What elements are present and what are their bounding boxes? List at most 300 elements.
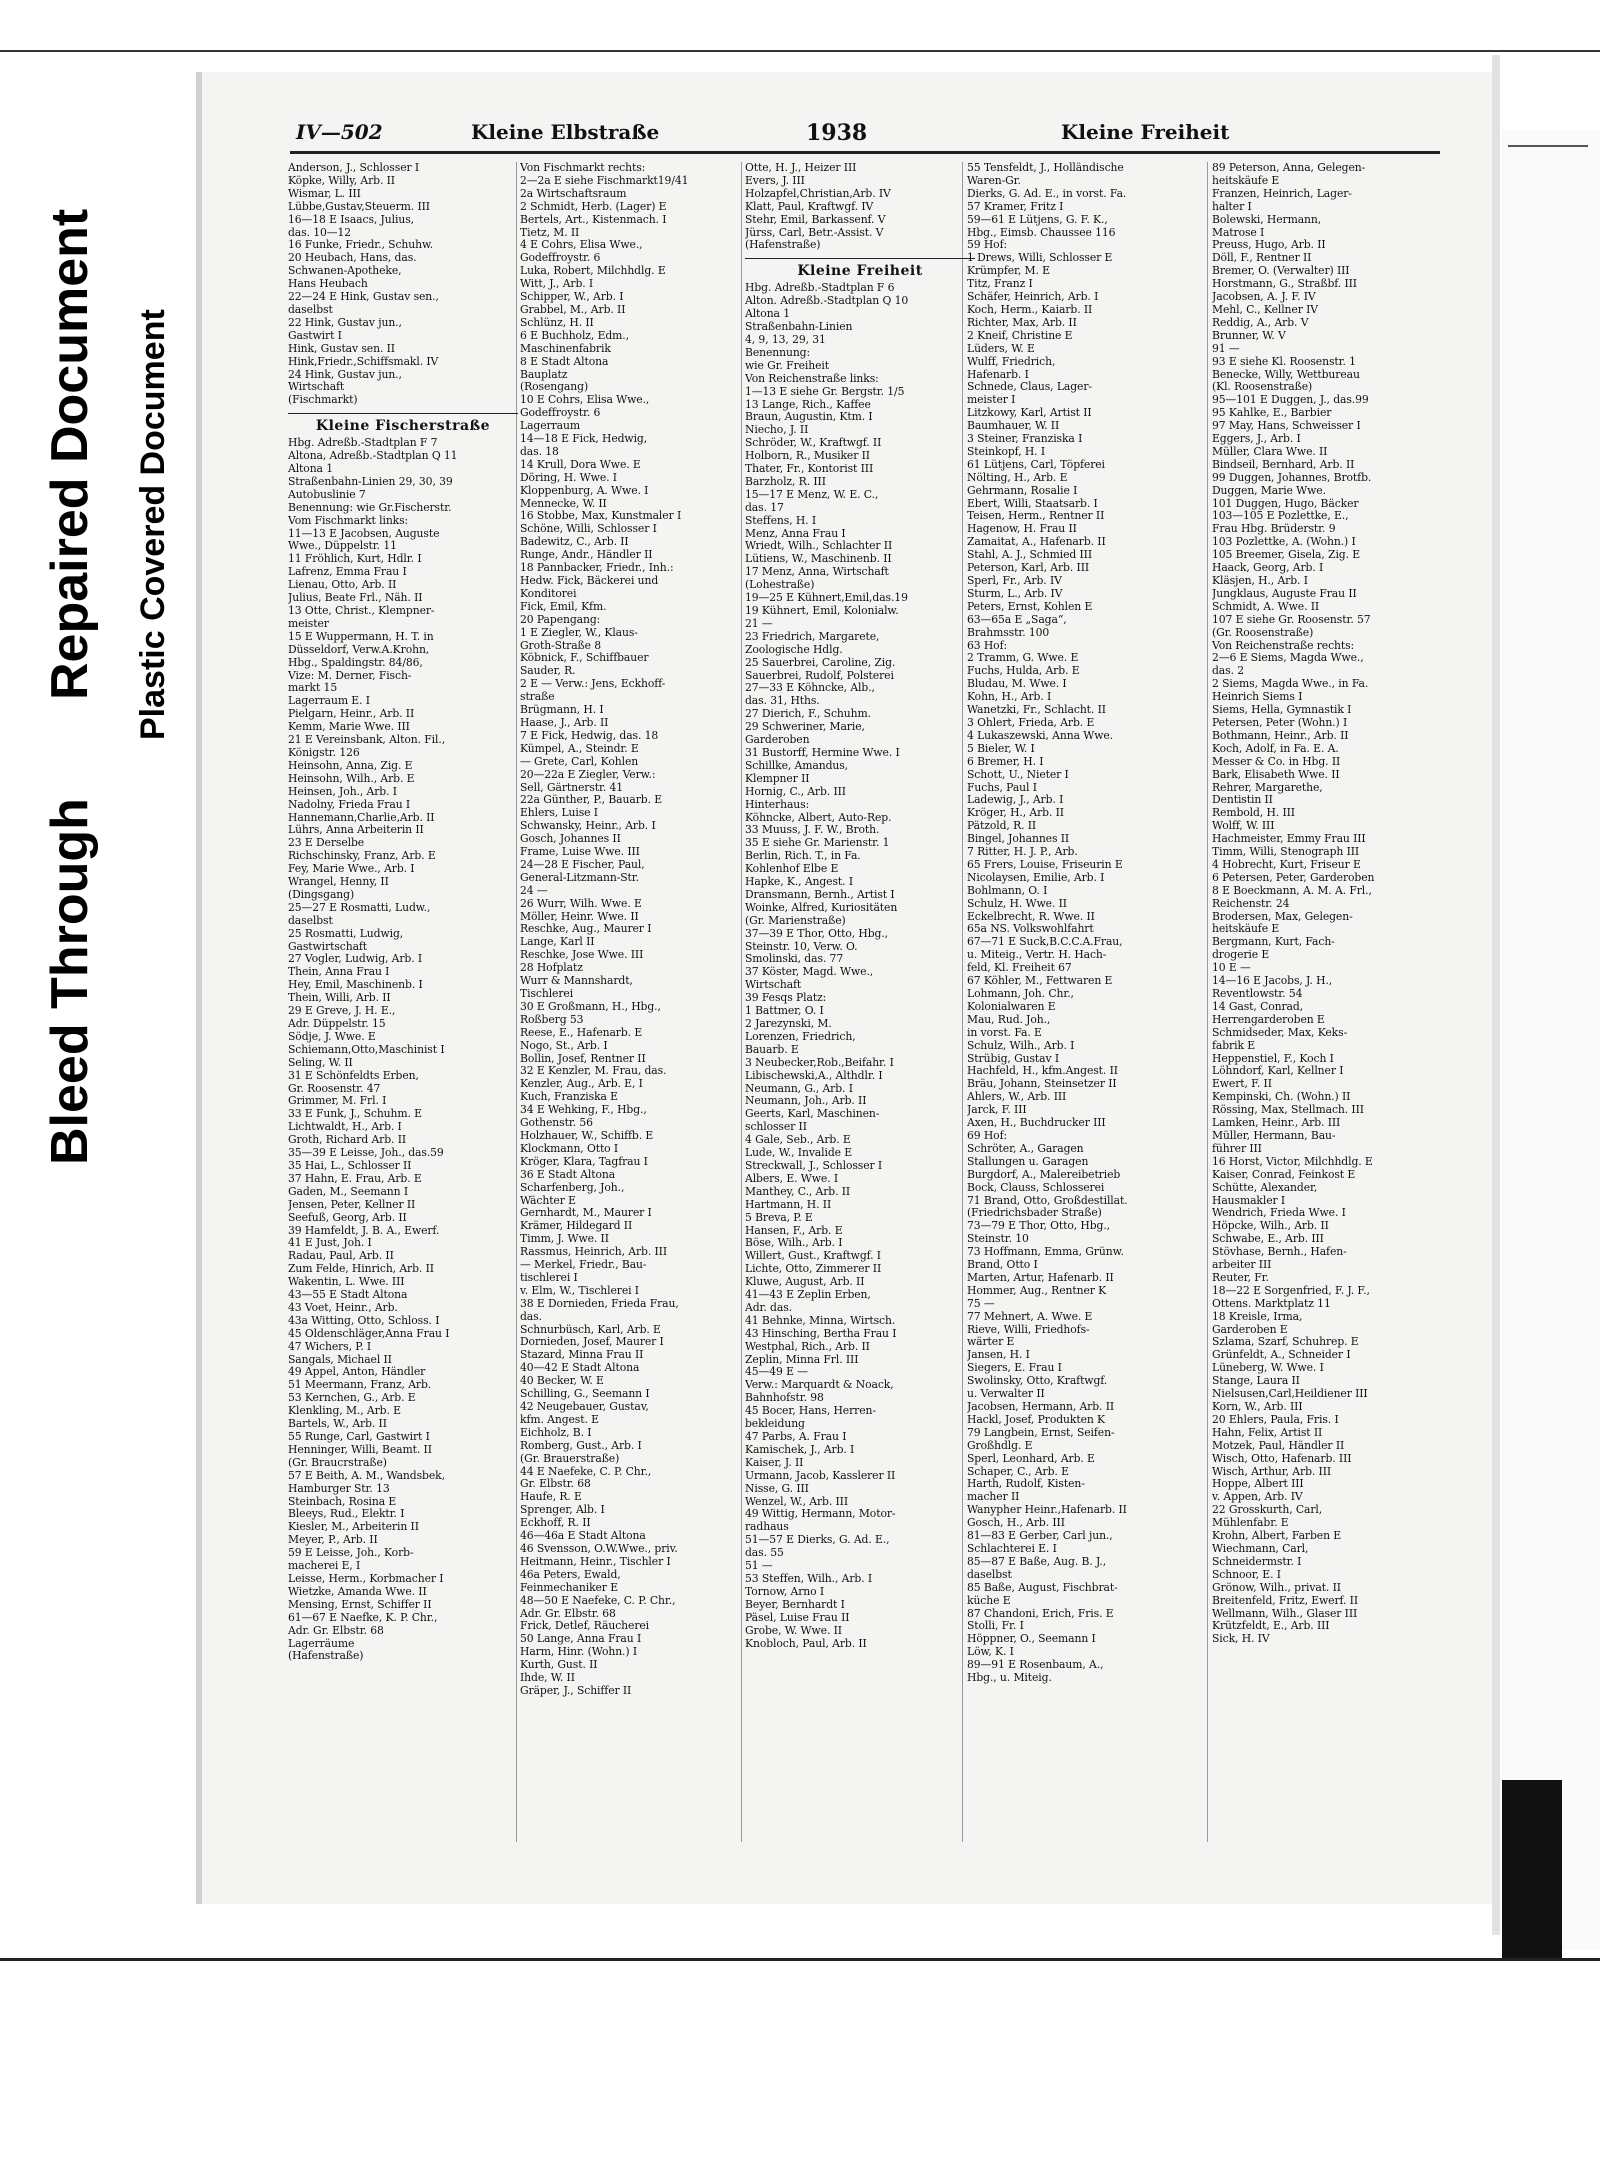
directory-entry: 42 Neugebauer, Gustav,: [520, 1400, 649, 1413]
directory-entry: das. 2: [1212, 664, 1245, 678]
directory-entry: Ihde, W. II: [520, 1671, 575, 1685]
directory-entry: kfm. Angest. E: [520, 1412, 599, 1426]
directory-entry: Dierks, G. Ad. E., in vorst. Fa.: [967, 186, 1127, 200]
directory-entry: Matrose I: [1212, 225, 1265, 239]
plastic-covered-label: Plastic Covered Document: [134, 309, 172, 740]
directory-entry: 36 E Stadt Altona: [520, 1167, 616, 1181]
directory-entry: 55 Runge, Carl, Gastwirt I: [288, 1430, 430, 1443]
directory-entry: Bertels, Art., Kistenmach. I: [520, 212, 667, 226]
directory-entry: 61—67 E Naefke, K. P. Chr.,: [288, 1610, 438, 1624]
directory-entry: Mennecke, W. II: [520, 496, 607, 510]
directory-entry: Gosch, Johannes II: [520, 832, 621, 846]
directory-entry: Klempner II: [745, 771, 810, 785]
directory-entry: Wächter E: [520, 1193, 576, 1207]
page-header: [296, 120, 1496, 150]
directory-entry: Altona 1: [745, 307, 790, 321]
directory-entry: Evers, J. III: [745, 173, 805, 187]
directory-entry: das. 17: [745, 500, 784, 514]
directory-entry: Kamischek, J., Arb. I: [745, 1442, 855, 1456]
directory-entry: daselbst: [967, 1567, 1012, 1581]
directory-entry: Smolinski, das. 77: [745, 952, 844, 966]
directory-entry: Nicolaysen, Emilie, Arb. I: [967, 870, 1105, 884]
directory-entry: (Friedrichsbader Straße): [967, 1206, 1102, 1220]
directory-entry: Axen, H., Buchdrucker III: [967, 1116, 1106, 1130]
directory-entry: Geerts, Karl, Maschinen-: [745, 1107, 880, 1121]
directory-entry: Wenzel, W., Arb. III: [745, 1494, 848, 1508]
directory-entry: Menz, Anna Frau I: [745, 526, 846, 540]
directory-entry: Stallungen u. Garagen: [967, 1154, 1089, 1168]
directory-entry: Radau, Paul, Arb. II: [288, 1249, 394, 1263]
directory-entry: Jensen, Peter, Kellner II: [288, 1197, 416, 1211]
directory-entry: 24 Hink, Gustav jun.,: [288, 367, 402, 381]
directory-entry: Hans Heubach: [288, 277, 368, 291]
directory-entry: Eggers, J., Arb. I: [1212, 432, 1301, 446]
directory-entry: Ebert, Willi, Staatsarb. I: [967, 496, 1098, 510]
directory-entry: Groth, Richard Arb. II: [288, 1133, 407, 1147]
directory-entry: Wirtschaft: [288, 380, 345, 394]
directory-entry: Döll, F., Rentner II: [1212, 251, 1312, 265]
directory-column-1: [288, 162, 518, 1862]
directory-entry: 43 Voet, Heinr., Arb.: [288, 1300, 398, 1314]
directory-entry: 15 E Wuppermann, H. T. in: [288, 629, 434, 643]
directory-entry: Hamburger Str. 13: [288, 1481, 390, 1495]
directory-entry: Von Fischmarkt rechts:: [520, 162, 646, 174]
directory-entry: 2 Schmidt, Herb. (Lager) E: [520, 199, 667, 213]
directory-entry: Mau, Rud. Joh.,: [967, 1012, 1051, 1026]
directory-entry: Nisse, G. III: [745, 1481, 809, 1495]
directory-entry: Krümpfer, M. E: [967, 264, 1050, 278]
directory-entry: Klockmann, Otto I: [520, 1141, 619, 1155]
directory-entry: 21 E Vereinsbank, Alton. Fil.,: [288, 733, 446, 747]
directory-entry: 3 Steiner, Franziska I: [967, 432, 1083, 446]
directory-entry: 4, 9, 13, 29, 31: [745, 332, 826, 346]
directory-entry: fabrik E: [1212, 1038, 1256, 1052]
directory-entry: Krohn, Albert, Farben E: [1212, 1529, 1342, 1543]
directory-entry: Schwansky, Heinr., Arb. I: [520, 819, 656, 833]
directory-entry: Stazard, Minna Frau II: [520, 1348, 644, 1362]
directory-entry: Steinbach, Rosina E: [288, 1494, 397, 1508]
directory-entry: 33 E Funk, J., Schuhm. E: [288, 1107, 422, 1121]
directory-entry: Seefuß, Georg, Arb. II: [288, 1210, 407, 1224]
directory-entry: Korn, W., Arb. III: [1212, 1400, 1303, 1413]
directory-entry: (Gr. Brauerstraße): [520, 1451, 620, 1465]
directory-entry: 18 Kreisle, Irma,: [1212, 1309, 1303, 1323]
directory-entry: Gr. Elbstr. 68: [520, 1477, 591, 1491]
directory-entry: Kenzler, Aug., Arb. E, I: [520, 1077, 643, 1091]
directory-entry: Stehr, Emil, Barkassenf. V: [745, 212, 886, 226]
directory-entry: 27—33 E Köhncke, Alb.,: [745, 681, 875, 695]
directory-entry: Jarck, F. III: [967, 1103, 1027, 1117]
directory-entry: Willert, Gust., Kraftwgf. I: [745, 1249, 881, 1263]
directory-entry: Nogo, St., Arb. I: [520, 1038, 608, 1052]
directory-entry: 95—101 E Duggen, J., das.99: [1212, 393, 1369, 407]
directory-entry: 73 Hoffmann, Emma, Grünw.: [967, 1245, 1124, 1259]
directory-entry: 97 May, Hans, Schweisser I: [1212, 419, 1361, 433]
directory-entry: Hausmakler I: [1212, 1193, 1286, 1207]
directory-entry: Frame, Luise Wwe. III: [520, 845, 640, 859]
directory-entry: Feinmechaniker E: [520, 1580, 618, 1594]
directory-entry: Wendrich, Frieda Wwe. I: [1212, 1206, 1346, 1220]
directory-entry: 19 Kühnert, Emil, Kolonialw.: [745, 604, 899, 617]
directory-entry: 20 Heubach, Hans, das.: [288, 251, 417, 265]
directory-entry: v. Appen, Arb. IV: [1212, 1490, 1303, 1504]
directory-entry: Sperl, Fr., Arb. IV: [967, 574, 1062, 587]
directory-entry: macher II: [967, 1490, 1020, 1504]
directory-entry: 35 E siehe Gr. Marienstr. 1: [745, 836, 890, 850]
directory-entry: Reschke, Aug., Maurer I: [520, 922, 652, 936]
directory-entry: Thein, Willi, Arb. II: [288, 991, 391, 1005]
directory-entry: 37 Hahn, E. Frau, Arb. E: [288, 1171, 422, 1185]
directory-entry: 1 Battmer, O. I: [745, 1004, 824, 1018]
directory-entry: Schmidt, A. Wwe. II: [1212, 599, 1320, 613]
directory-entry: Gastwirt I: [288, 328, 342, 342]
directory-entry: 46 Svensson, O.W.Wwe., priv.: [520, 1541, 678, 1555]
directory-entry: Baumhauer, W. II: [967, 419, 1060, 433]
directory-entry: Zum Felde, Hinrich, Arb. II: [288, 1262, 434, 1276]
directory-entry: Swolinsky, Otto, Kraftwgf.: [967, 1374, 1108, 1388]
directory-entry: Rassmus, Heinrich, Arb. III: [520, 1245, 668, 1259]
directory-entry: Gosch, H., Arb. III: [967, 1516, 1065, 1530]
directory-entry: Adr. Düppelstr. 15: [288, 1017, 386, 1030]
directory-entry: Bindseil, Bernhard, Arb. II: [1212, 457, 1355, 471]
directory-entry: Rehrer, Margarethe,: [1212, 780, 1323, 794]
directory-entry: Bolewski, Hermann,: [1212, 212, 1322, 226]
directory-entry: Neumann, G., Arb. I: [745, 1081, 853, 1095]
directory-entry: Reuter, Fr.: [1212, 1270, 1269, 1284]
directory-entry: 25 Sauerbrei, Caroline, Zig.: [745, 655, 896, 669]
directory-entry: Woinke, Alfred, Kuriositäten: [745, 900, 898, 914]
directory-entry: Sell, Gärtnerstr. 41: [520, 780, 624, 794]
directory-entry: (Fischmarkt): [288, 393, 358, 407]
directory-entry: Bothmann, Heinr., Arb. II: [1212, 728, 1349, 742]
directory-entry: Brügmann, H. I: [520, 703, 604, 717]
directory-entry: meister: [288, 616, 329, 630]
directory-entry: Hannemann,Charlie,Arb. II: [288, 810, 435, 824]
directory-entry: Seling, W. II: [288, 1055, 353, 1069]
directory-entry: arbeiter III: [1212, 1258, 1272, 1272]
directory-entry: Braun, Augustin, Ktm. I: [745, 410, 873, 424]
directory-entry: Zoologische Hdlg.: [745, 642, 843, 656]
directory-entry: Grabbel, M., Arb. II: [520, 302, 626, 316]
directory-entry: 47 Wichers, P. I: [288, 1339, 372, 1353]
directory-entry: 57 E Beith, A. M., Wandsbek,: [288, 1468, 445, 1482]
directory-entry: wie Gr. Freiheit: [745, 358, 830, 372]
directory-entry: Peters, Ernst, Kohlen E: [967, 599, 1093, 613]
directory-column-4: [967, 162, 1197, 1862]
directory-entry: Klatt, Paul, Kraftwgf. IV: [745, 199, 874, 213]
directory-entry: Gr. Roosenstr. 47: [288, 1081, 381, 1095]
directory-entry: Hey, Emil, Maschinenb. I: [288, 978, 423, 992]
directory-entry: Schneidermstr. I: [1212, 1554, 1302, 1568]
directory-entry: Lorenzen, Friedrich,: [745, 1029, 856, 1043]
directory-entry: Franzen, Heinrich, Lager-: [1212, 186, 1352, 200]
directory-entry: Kohn, H., Arb. I: [967, 690, 1052, 704]
directory-entry: Fuchs, Hulda, Arb. E: [967, 664, 1080, 678]
directory-entry: Maschinenfabrik: [520, 341, 611, 355]
directory-entry: Hink,Friedr.,Schiffsmakl. IV: [288, 354, 439, 368]
directory-entry: 51—57 E Dierks, G. Ad. E.,: [745, 1533, 890, 1547]
directory-entry: 89—91 E Rosenbaum, A.,: [967, 1658, 1104, 1672]
directory-entry: Müller, Clara Wwe. II: [1212, 444, 1328, 458]
directory-entry: 22a Günther, P., Bauarb. E: [520, 793, 663, 807]
directory-entry: Godeffroystr. 6: [520, 251, 601, 265]
directory-entry: (Lohestraße): [745, 578, 815, 592]
directory-entry: 5 Breva, P. E: [745, 1210, 813, 1224]
directory-entry: 99 Duggen, Johannes, Brotfb.: [1212, 470, 1372, 484]
directory-entry: 13 Otte, Christ., Klempner-: [288, 604, 435, 617]
directory-entry: 50 Lange, Anna Frau I: [520, 1632, 642, 1646]
directory-entry: — Grete, Carl, Kohlen: [520, 754, 639, 768]
directory-entry: heitskäufe E: [1212, 173, 1280, 187]
directory-entry: 20 Ehlers, Paula, Fris. I: [1212, 1412, 1339, 1426]
directory-entry: Bartels, W., Arb. II: [288, 1417, 387, 1431]
directory-entry: Bremer, O. (Verwalter) III: [1212, 264, 1350, 278]
directory-entry: 10 E —: [1212, 961, 1251, 975]
directory-entry: 24 —: [520, 883, 548, 897]
directory-entry: 13 Lange, Rich., Kaffee: [745, 397, 871, 411]
directory-entry: Stövhase, Bernh., Hafen-: [1212, 1245, 1347, 1259]
directory-entry: Von Reichenstraße links:: [745, 371, 879, 385]
directory-entry: Sprenger, Alb. I: [520, 1503, 605, 1517]
directory-entry: Eichholz, B. I: [520, 1425, 592, 1439]
directory-entry: Schilling, G., Seemann I: [520, 1387, 650, 1401]
directory-entry: Wolff, W. III: [1212, 819, 1275, 833]
directory-entry: Heppenstiel, F., Koch I: [1212, 1051, 1334, 1065]
directory-entry: Kläsjen, H., Arb. I: [1212, 574, 1308, 587]
directory-entry: 8 E Boeckmann, A. M. A. Frl.,: [1212, 883, 1372, 897]
directory-entry: Runge, Andr., Händler II: [520, 548, 653, 562]
directory-entry: heitskäufe E: [1212, 922, 1280, 936]
directory-column-5: [1212, 162, 1442, 1862]
directory-entry: Preuss, Hugo, Arb. II: [1212, 238, 1326, 252]
directory-entry: Stange, Laura II: [1212, 1374, 1300, 1388]
directory-entry: Wanypher Heinr.,Hafenarb. II: [967, 1503, 1127, 1517]
directory-entry: (Gr. Roosenstraße): [1212, 625, 1314, 639]
directory-entry: 105 Breemer, Gisela, Zig. E: [1212, 548, 1361, 562]
page-shadow: [1492, 55, 1500, 1935]
directory-entry: Hbg. Adreßb.-Stadtplan F 6: [745, 281, 895, 295]
directory-entry: 3 Neubecker,Rob.,Beifahr. I: [745, 1055, 894, 1069]
directory-entry: Eckelbrecht, R. Wwe. II: [967, 909, 1095, 923]
directory-entry: 23 E Derselbe: [288, 836, 365, 850]
directory-entry: Dornieden, Josef, Maurer I: [520, 1335, 664, 1349]
directory-entry: 18 Pannbacker, Friedr., Inh.:: [520, 561, 674, 575]
directory-entry: 95 Kahlke, E., Barbier: [1212, 406, 1332, 420]
directory-entry: 45 Bocer, Hans, Herren-: [745, 1404, 876, 1418]
directory-entry: Benennung:: [745, 345, 811, 359]
directory-entry: Wriedt, Wilh., Schlachter II: [745, 539, 893, 553]
directory-entry: Harm, Hinr. (Wohn.) I: [520, 1645, 638, 1659]
directory-entry: 35—39 E Leisse, Joh., das.59: [288, 1146, 444, 1160]
directory-entry: u. Miteig., Vertr. H. Hach-: [967, 948, 1107, 962]
directory-entry: drogerie E: [1212, 948, 1270, 962]
directory-entry: 79 Langbein, Ernst, Seifen-: [967, 1425, 1115, 1439]
directory-entry: Jungklaus, Auguste Frau II: [1212, 586, 1357, 600]
directory-entry: Jacobsen, A. J. F. IV: [1212, 290, 1316, 304]
directory-entry: Titz, Franz I: [967, 277, 1033, 291]
directory-entry: 1 Drews, Willi, Schlosser E: [967, 251, 1113, 265]
directory-entry: (Kl. Roosenstraße): [1212, 380, 1313, 394]
directory-entry: Lude, W., Invalide E: [745, 1146, 853, 1160]
directory-entry: 21 —: [745, 616, 773, 630]
directory-entry: Schnurbüsch, Karl, Arb. E: [520, 1322, 661, 1336]
directory-entry: 89 Peterson, Anna, Gelegen-: [1212, 162, 1366, 174]
directory-entry: Kemm, Marie Wwe. III: [288, 720, 410, 734]
directory-entry: Schröter, A., Garagen: [967, 1141, 1084, 1155]
directory-entry: 59 E Leisse, Joh., Korb-: [288, 1546, 414, 1560]
directory-entry: Altona 1: [288, 462, 333, 476]
directory-entry: 2 E — Verw.: Jens, Eckhoff-: [520, 677, 666, 691]
directory-entry: Kuch, Franziska E: [520, 1090, 618, 1104]
directory-entry: Altona, Adreßb.-Stadtplan Q 11: [288, 449, 458, 463]
directory-entry: 5 Bieler, W. I: [967, 741, 1035, 755]
directory-entry: das. 55: [745, 1546, 784, 1560]
directory-entry: das.: [520, 1309, 542, 1323]
directory-entry: Garderoben: [745, 733, 810, 747]
directory-entry: Schaper, C., Arb. E: [967, 1464, 1069, 1478]
directory-entry: 14 Gast, Conrad,: [1212, 999, 1304, 1013]
directory-entry: 27 Dierich, F., Schuhm.: [745, 707, 871, 721]
directory-entry: Jacobsen, Hermann, Arb. II: [967, 1400, 1115, 1413]
directory-entry: (Gr. Braucrstraße): [288, 1455, 387, 1469]
directory-entry: Beyer, Bernhardt I: [745, 1597, 845, 1611]
directory-entry: 55 Tensfeldt, J., Holländische: [967, 162, 1124, 174]
directory-entry: Messer & Co. in Hbg. II: [1212, 754, 1341, 768]
directory-entry: Witt, J., Arb. I: [520, 277, 594, 291]
directory-entry: Duggen, Marie Wwe.: [1212, 483, 1326, 497]
directory-entry: 65 Frers, Louise, Friseurin E: [967, 857, 1123, 871]
directory-entry: 43—55 E Stadt Altona: [288, 1288, 408, 1302]
directory-entry: Hackl, Josef, Produkten K: [967, 1412, 1106, 1426]
directory-entry: das. 31, Hths.: [745, 694, 820, 708]
directory-entry: (Dingsgang): [288, 887, 355, 901]
directory-entry: 6 Bremer, H. I: [967, 754, 1044, 768]
directory-entry: Zamaitat, A., Hafenarb. II: [967, 535, 1106, 549]
repaired-document-label: Repaired Document: [41, 208, 99, 700]
directory-entry: 49 Appel, Anton, Händler: [288, 1365, 426, 1379]
directory-entry: Ottens. Marktplatz 11: [1212, 1296, 1331, 1310]
directory-entry: Richschinsky, Franz, Arb. E: [288, 849, 436, 863]
directory-entry: 43 Hinsching, Bertha Frau I: [745, 1326, 897, 1340]
directory-entry: 51 —: [745, 1559, 773, 1573]
directory-entry: 47 Parbs, A. Frau I: [745, 1430, 847, 1443]
directory-entry: Grünfeldt, A., Schneider I: [1212, 1348, 1351, 1362]
directory-entry: Sperl, Leonhard, Arb. E: [967, 1451, 1095, 1465]
directory-entry: Siegers, E. Frau I: [967, 1361, 1062, 1375]
directory-entry: Adr. Gr. Elbstr. 68: [288, 1623, 384, 1637]
directory-entry: Tischlerei: [520, 987, 574, 1000]
directory-entry: Schlünz, H. II: [520, 315, 594, 329]
directory-entry: Steinstr. 10, Verw. O.: [745, 939, 858, 953]
directory-entry: 29 E Greve, J. H. E.,: [288, 1004, 396, 1018]
dark-corner: [1502, 1780, 1562, 1960]
directory-entry: Steinkopf, H. I: [967, 444, 1046, 458]
directory-entry: Steffens, H. I: [745, 513, 817, 527]
directory-entry: Dentistin II: [1212, 793, 1273, 807]
directory-entry: Peterson, Karl, Arb. III: [967, 561, 1090, 575]
directory-entry: Hedw. Fick, Bäckerei und: [520, 574, 659, 587]
directory-entry: 24—28 E Fischer, Paul,: [520, 857, 645, 871]
directory-entry: 23 Friedrich, Margarete,: [745, 629, 880, 643]
directory-entry: Stahl, A. J., Schmied III: [967, 548, 1093, 562]
directory-entry: Schipper, W., Arb. I: [520, 290, 624, 304]
directory-entry: Lagerraum: [520, 419, 580, 433]
directory-entry: Fey, Marie Wwe., Arb. I: [288, 862, 415, 876]
directory-entry: Luka, Robert, Milchhdlg. E: [520, 264, 666, 278]
directory-entry: Otte, H. J., Heizer III: [745, 162, 857, 174]
directory-entry: Henninger, Willi, Beamt. II: [288, 1442, 432, 1456]
directory-entry: 46—46a E Stadt Altona: [520, 1529, 646, 1543]
directory-entry: Breitenfeld, Fritz, Ewerf. II: [1212, 1593, 1359, 1607]
directory-entry: Litzkowy, Karl, Artist II: [967, 406, 1092, 420]
directory-entry: Haase, J., Arb. II: [520, 715, 609, 729]
page-number: IV—502: [296, 120, 383, 144]
directory-entry: Gehrmann, Rosalie I: [967, 483, 1078, 497]
directory-entry: Kempinski, Ch. (Wohn.) II: [1212, 1090, 1351, 1104]
directory-entry: 67—71 E Suck,B.C.C.A.Frau,: [967, 935, 1123, 949]
directory-entry: Koch, Adolf, in Fa. E. A.: [1212, 741, 1339, 755]
directory-entry: Gaden, M., Seemann I: [288, 1184, 408, 1198]
directory-entry: Kluwe, August, Arb. II: [745, 1275, 865, 1289]
directory-entry: Kümpel, A., Steindr. E: [520, 741, 639, 755]
directory-entry: Schöne, Willi, Schlosser I: [520, 522, 657, 536]
directory-entry: Wirtschaft: [745, 978, 802, 992]
directory-entry: Reese, E., Hafenarb. E: [520, 1025, 643, 1039]
directory-entry: Verw.: Marquardt & Noack,: [745, 1378, 894, 1392]
directory-entry: Straßenbahn-Linien 29, 30, 39: [288, 474, 453, 488]
directory-entry: Thein, Anna Frau I: [288, 965, 390, 979]
directory-entry: Bauplatz: [520, 367, 568, 381]
directory-entry: Grimmer, M. Frl. I: [288, 1094, 387, 1108]
directory-entry: Wisch, Otto, Hafenarb. III: [1212, 1451, 1352, 1465]
directory-entry: Hbg., Eimsb. Chaussee 116: [967, 225, 1116, 239]
directory-entry: Bahnhofstr. 98: [745, 1391, 824, 1405]
directory-entry: Wiechmann, Carl,: [1212, 1541, 1309, 1555]
directory-entry: 75 —: [967, 1296, 995, 1310]
directory-entry: u. Verwalter II: [967, 1387, 1045, 1401]
directory-entry: 29 Schweriner, Marie,: [745, 720, 865, 734]
directory-entry: Hafenarb. I: [967, 367, 1029, 381]
directory-entry: 4 Gale, Seb., Arb. E: [745, 1133, 851, 1147]
directory-entry: 8 E Stadt Altona: [520, 354, 609, 368]
directory-entry: Zeplin, Minna Frl. III: [745, 1352, 859, 1366]
directory-entry: Döring, H. Wwe. I: [520, 470, 617, 484]
directory-entry: 6 E Buchholz, Edm.,: [520, 328, 629, 342]
directory-entry: schlosser II: [745, 1120, 807, 1134]
directory-entry: Hagenow, H. Frau II: [967, 522, 1077, 536]
directory-entry: 71 Brand, Otto, Großdestillat.: [967, 1193, 1128, 1207]
directory-entry: Schiemann,Otto,Maschinist I: [288, 1042, 445, 1056]
directory-entry: Straßenbahn-Linien: [745, 320, 853, 334]
directory-entry: Lagerräume: [288, 1636, 355, 1650]
directory-entry: Frau Hbg. Brüderstr. 9: [1212, 522, 1336, 536]
directory-entry: 1 E Ziegler, W., Klaus-: [520, 625, 638, 639]
directory-entry: Krämer, Hildegard II: [520, 1219, 633, 1233]
directory-entry: 16 Stobbe, Max, Kunstmaler I: [520, 509, 682, 523]
directory-entry: Lafrenz, Emma Frau I: [288, 565, 407, 579]
directory-entry: Gothenstr. 56: [520, 1116, 593, 1130]
directory-entry: Kolonialwaren E: [967, 999, 1056, 1013]
directory-entry: Gernhardt, M., Maurer I: [520, 1206, 652, 1220]
directory-entry: 59 Hof:: [967, 238, 1008, 252]
directory-entry: Lamken, Heinr., Arb. III: [1212, 1116, 1341, 1130]
directory-entry: Horstmann, G., Straßbf. III: [1212, 277, 1357, 291]
directory-entry: Reichenstr. 24: [1212, 896, 1290, 910]
directory-entry: Waren-Gr.: [967, 173, 1021, 187]
directory-entry: Wanetzki, Fr., Schlacht. II: [967, 703, 1106, 717]
directory-entry: Hink, Gustav sen. II: [288, 341, 395, 355]
bleed-through-label: Bleed Through: [41, 798, 99, 1165]
